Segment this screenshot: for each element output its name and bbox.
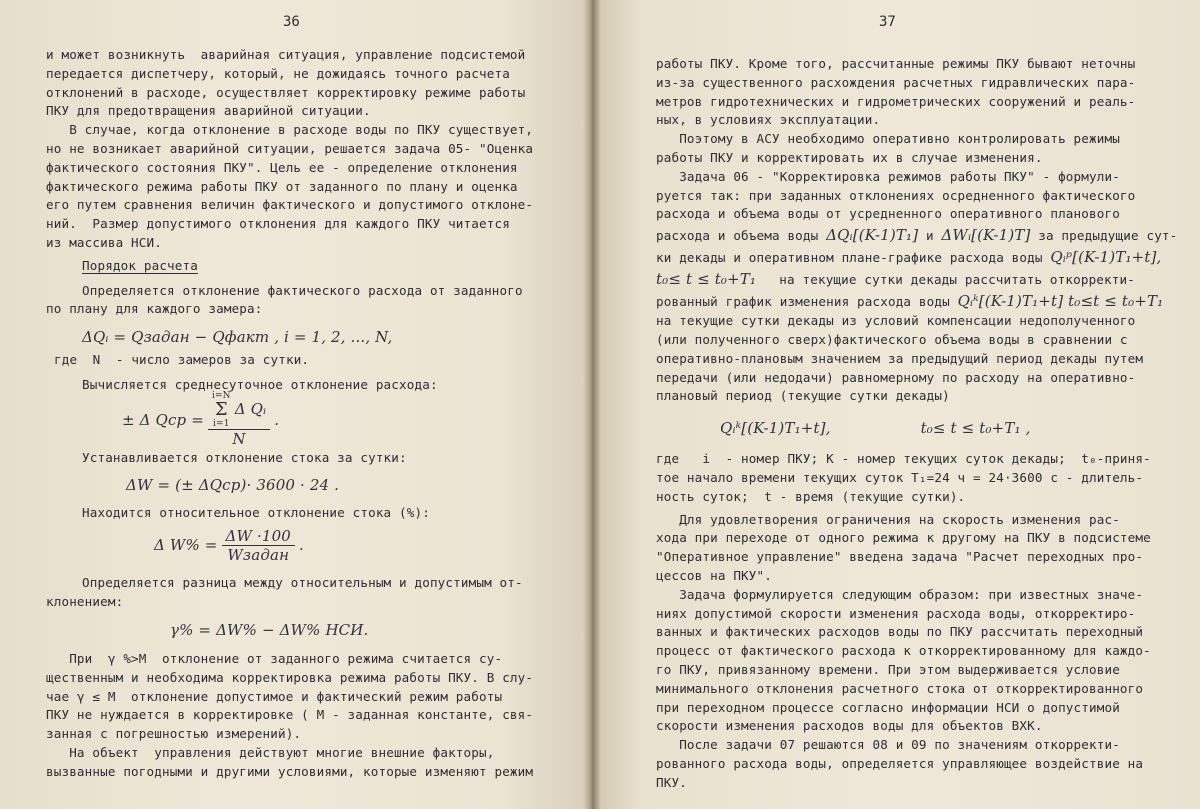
text-line: При γ %>M отклонение от заданного режима считается су-: [46, 650, 503, 666]
inline-formula: Qᵢᵖ[(K-1)T₁+t],: [1050, 248, 1162, 267]
page-number-left: 36: [283, 14, 300, 30]
text-line: рованного расхода воды, определяется управляющее воздействие на: [656, 755, 1144, 771]
text-line-with-formula: [656, 290, 1164, 312]
sum-symbol: [212, 391, 231, 429]
text-fragment: рованный график изменения расхода воды: [656, 294, 950, 310]
text-line: занная с погрешностью измерений).: [46, 726, 302, 742]
inline-formula: ΔQᵢ[(K-1)T₁]: [826, 226, 919, 245]
text-fragment: ки декады и оперативном плане-графике расхода воды: [656, 250, 1043, 266]
text-line: из массива НСИ.: [46, 234, 162, 250]
formula-deviation-text: ΔQᵢ = Qзадан − Qфакт , i = 1, 2, ..., N,: [82, 328, 393, 347]
right-page: [590, 0, 1200, 809]
sum-upper-limit: i=N: [211, 391, 231, 402]
formula-relative-denominator: Wзадан: [227, 545, 290, 564]
text-line: по плану для каждого замера:: [46, 301, 263, 317]
text-line: метров гидротехнических и гидрометрических сооружений и реаль-: [656, 93, 1136, 109]
text-line: Находится относительное отклонение стока (%):: [82, 504, 430, 520]
text-line: где N - число замеров за сутки.: [54, 352, 310, 368]
text-line: ность суток; t - время (текущие сутки).: [656, 488, 966, 504]
formula-relative-numerator: ΔW ·100: [222, 527, 295, 546]
text-line: ПКУ не нуждается в корректировке ( М - заданная константе, свя-: [46, 707, 534, 723]
text-line: из-за существенного расхождения расчетных гидравлических пара-: [656, 74, 1136, 90]
formula-mean-deviation: [46, 391, 546, 449]
text-line: Для удовлетворения ограничения на скорость изменения рас-: [656, 511, 1120, 527]
formula-relative-lhs: Δ W% =: [154, 536, 218, 555]
text-line: ний. Размер допустимого отклонения для каждого ПКУ читается: [46, 216, 510, 232]
text-line: руется так: при заданных отклонениях осредненного фактического: [656, 187, 1136, 203]
text-line: Определяется разница между относительным и допустимым от-: [82, 575, 523, 591]
text-line: на текущие сутки декады из условий компенсации недополученного: [656, 313, 1136, 329]
text-line: "Оперативное управление" введена задача "Расчет переходных про-: [656, 549, 1144, 565]
text-fragment: расхода и объема воды: [656, 228, 819, 244]
text-line: передается диспетчеру, который, не дожидаясь точного расчета: [46, 65, 510, 81]
text-fragment: за предыдущие сут-: [1038, 228, 1178, 244]
text-line: при переходном процессе согласно информации НСИ о допустимой: [656, 699, 1120, 715]
sigma-sign: Σ: [214, 399, 228, 421]
section-heading: [46, 257, 546, 276]
formula-mean-fraction: [208, 391, 270, 448]
text-line: щественным и необходима корректировка режима работы ПКУ. В слу-: [46, 669, 534, 685]
formula-mean-numerator: [208, 391, 270, 430]
text-line: Определяется отклонение фактического расхода от заданного: [82, 282, 523, 298]
formula-dot: .: [274, 410, 280, 429]
text-line: На объект управления действуют многие внешние факторы,: [46, 744, 495, 760]
inline-formula: Qᵢᵏ[(K-1)T₁+t] t₀≤t ≤ t₀+T₁: [957, 292, 1164, 311]
formula-mean-summand: Δ Qᵢ: [234, 400, 267, 419]
text-line: ванных и фактических расходов воды по ПКУ рассчитать переходный: [656, 624, 1144, 640]
text-line: работы ПКУ. Кроме того, рассчитанные режимы ПКУ бывают неточны: [656, 56, 1136, 71]
text-line: и может возникнуть аварийная ситуация, управление подсистемой: [46, 47, 526, 62]
text-line: ПКУ для предотвращения аварийной ситуации.: [46, 103, 371, 119]
formula-deviation: [46, 323, 546, 351]
text-line: расхода и объема воды от усредненного оперативного планового: [656, 206, 1120, 222]
text-line: оперативно-плановым значением за предыдущий период декады путем: [656, 350, 1144, 366]
text-line: передачи (или недодачи) равномерному по расходу на оперативно-: [656, 369, 1136, 385]
text-line: работы ПКУ и корректировать их в случае изменения.: [656, 149, 1043, 165]
formula-relative: [46, 522, 546, 568]
text-line: вызванные погодными и другими условиями, которые изменяют режим: [46, 763, 534, 779]
text-line-with-formula: [656, 246, 1162, 268]
text-line: плановый период (текущие сутки декады): [656, 388, 950, 404]
formula-relative-fraction: [222, 527, 295, 564]
text-line: В случае, когда отклонение в расходе воды по ПКУ существует,: [46, 122, 534, 138]
text-line: Вычисляется среднесуточное отклонение расхода:: [82, 376, 438, 392]
text-fragment: на текущие сутки декады рассчитать откорректи-: [779, 272, 1135, 288]
section-heading-text: Порядок расчета: [82, 257, 198, 273]
formula-corrected-range: t₀≤ t ≤ t₀+T₁ ,: [920, 419, 1031, 438]
text-line-with-formula: [656, 224, 1178, 246]
text-line: После задачи 07 решаются 08 и 09 по значениям откорректи-: [656, 737, 1120, 753]
text-line: ных, в условиях эксплуатации.: [656, 112, 881, 128]
left-page: [0, 0, 590, 809]
formula-difference: [46, 614, 546, 646]
text-fragment: и: [925, 228, 934, 244]
text-line: цессов на ПКУ".: [656, 567, 772, 583]
sum-lower-limit: i=1: [213, 419, 230, 430]
formula-corrected-lhs: Qᵢᵏ[(K-1)T₁+t],: [720, 419, 831, 438]
page-number-right: 37: [879, 14, 896, 30]
text-line: го ПКУ, привязанному времени. При этом выдерживается условие: [656, 661, 1120, 677]
right-page-text: [656, 55, 1178, 793]
text-line: Задача 06 - "Корректировка режимов работы ПКУ" - формули-: [656, 168, 1120, 184]
text-line: фактического состояния ПКУ". Цель ее - определение отклонения: [46, 159, 518, 175]
text-line: ниях допустимой скорости изменения расхода воды, откорректиро-: [656, 605, 1136, 621]
text-line: хода при переходе от одного режима к другому на ПКУ в подсистеме: [656, 530, 1151, 546]
formula-dot: .: [298, 536, 304, 555]
text-line: ПКУ.: [656, 774, 687, 790]
text-line-with-formula: [656, 268, 1156, 290]
inline-formula: ΔWᵢ[(K-1)T]: [941, 226, 1031, 245]
text-line: чае γ ≤ M отклонение допустимое и фактический режим работы: [46, 688, 503, 704]
formula-flow-text: ΔW = (± ΔQср)· 3600 · 24 .: [126, 475, 340, 494]
text-line: тое начало времени текущих суток T₁=24 ч = 24·3600 с - длитель-: [656, 469, 1144, 485]
text-line: клонением:: [46, 594, 124, 610]
inline-formula: t₀≤ t ≤ t₀+T₁: [656, 270, 757, 289]
text-line: минимального отклонения расчетного стока от откорректированного: [656, 680, 1144, 696]
formula-mean-denominator: N: [232, 430, 246, 449]
text-line: Поэтому в АСУ необходимо оперативно контролировать режимы: [656, 131, 1120, 147]
text-line: Устанавливается отклонение стока за сутки:: [82, 449, 407, 465]
formula-corrected-schedule: [656, 406, 1156, 450]
text-line: скорости изменения расходов воды для объектов ВХК.: [656, 718, 1043, 734]
text-line: но не возникает аварийной ситуации, решается задача 05- "Оценка: [46, 140, 534, 156]
formula-flow: [46, 470, 546, 500]
formula-mean-lhs: ± Δ Qср =: [122, 410, 204, 429]
text-line: (или полученного сверх)фактического объема воды в сравнении с: [656, 331, 1128, 347]
formula-difference-text: γ% = ΔW% − ΔW% НСИ.: [170, 620, 369, 639]
text-line: фактического режима работы ПКУ от заданного по плану и оценка: [46, 178, 518, 194]
text-line: процесс от фактического расхода к откорректированному для каждо-: [656, 643, 1151, 659]
text-line: отклонений в расходе, осуществляет корректировку режиме работы: [46, 84, 526, 100]
text-line: его путем сравнения величин фактического и допустимого отклоне-: [46, 197, 534, 213]
text-line: где i - номер ПКУ; К - номер текущих суток декады; t₀-приня-: [656, 451, 1151, 467]
text-line: Задача формулируется следующим образом: при известных значе-: [656, 586, 1144, 602]
left-page-text: [46, 46, 546, 782]
